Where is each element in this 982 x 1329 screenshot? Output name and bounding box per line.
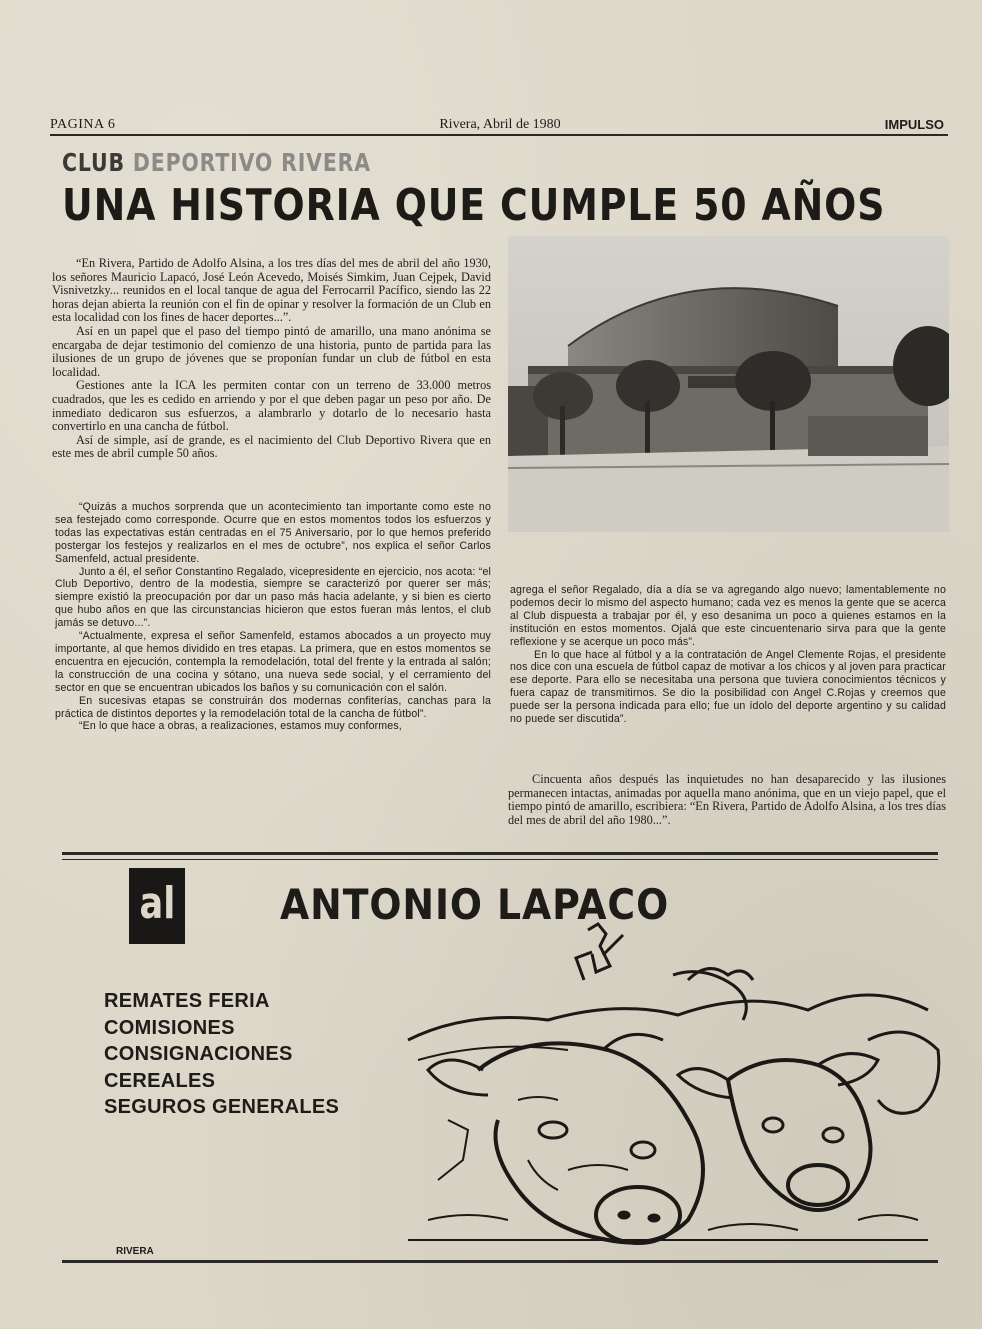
paragraph: En sucesivas etapas se construirán dos modernas confiterías, canchas para la práctica de distintos deportes y la remodelación total de la cancha de fútbol”. (55, 694, 491, 720)
advertiser-name: ANTONIO LAPACO (280, 880, 670, 929)
ad-bottom-rule (62, 1260, 938, 1263)
paragraph: Junto a él, el señor Constantino Regalado, vicepresidente en ejercicio, nos acota: “el Club Deportivo, dentro de la modestia, siempre se caracterizó por querer ser más; siempre existió la preocupación por dar un paso más hacia adelante, y si bien es cierto que hubo años en que las circunstancias hicieron que estos fueran más lentos, el club jamás se detuvo...”. (55, 565, 491, 630)
article-closing-column (508, 773, 946, 827)
article-body-right-column (510, 584, 946, 726)
page-header (50, 114, 948, 134)
paragraph: Así de simple, así de grande, es el nacimiento del Club Deportivo Rivera que en este mes de abril cumple 50 años. (52, 432, 491, 461)
cattle-herd-illustration (388, 920, 948, 1260)
header-rule (50, 134, 948, 136)
publication-name: IMPULSO (884, 117, 944, 132)
ad-top-rule-thin (62, 859, 938, 860)
paragraph: “En Rivera, Partido de Adolfo Alsina, a los tres días del mes de abril del año 1930, los señores Mauricio Lapacó, José León Acevedo, Moisés Simkim, Juan Cejpek, David Visnivetzky... reunidos en el local tanque de agua del Ferrocarril Pacífico, siendo las 22 horas dejan abierta la reunión con el fin de opinar y resolver la formación de un Club en esta localidad con los fines de hacer deportes...”. (52, 256, 491, 325)
article-body-left-column (55, 501, 491, 733)
logo-text: al (139, 878, 175, 929)
service-item: CEREALES (104, 1069, 216, 1092)
article-intro-column (52, 257, 491, 461)
service-item: CONSIGNACIONES (104, 1043, 293, 1065)
ad-services-list (104, 988, 339, 1121)
paragraph: “Actualmente, expresa el señor Samenfeld, estamos abocados a un proyecto muy importante, al que hemos dividido en tres etapas. La primera, que en estos momentos se encuentra en ejecución, contempla la remodelación, total del frente y la entrada al salón; la construcción de una cocina y sótano, una nueva sede social, y el cerramiento del sector en que se encuentran ubicados los baños y su comunicación con el salón. (55, 630, 491, 694)
dateline: Rivera, Abril de 1980 (439, 117, 561, 132)
paragraph: “Quizás a muchos sorprenda que un acontecimiento tan importante como este no sea festejado como corresponde. Ocurre que en estos momentos todos los esfuerzos y todas las expectativas están centradas en el 75 Aniversario, por lo que hemos preferido postergar los festejos y realizarlos en el mes de octubre”, nos explica el señor Carlos Samenfeld, actual presidente. (55, 501, 491, 565)
ad-top-rule (62, 852, 938, 855)
club-building-photo-image (508, 236, 949, 532)
club-building-photo (508, 236, 949, 532)
paragraph: Así en un papel que el paso del tiempo pintó de amarillo, una mano anónima se encargaba de dejar testimonio del comienzo de una historia, punto de partida para las ilusiones de un grupo de jóvenes que se proponían fundar un club de fútbol en esta localidad. (52, 323, 491, 379)
service-item: COMISIONES (104, 1016, 235, 1039)
article-kicker (62, 148, 371, 177)
cattle-herd-drawing (388, 920, 948, 1260)
paragraph: En lo que hace al fútbol y a la contratación de Angel Clemente Rojas, el presidente nos dice con una escuela de fútbol capaz de motivar a los chicos y al joven para practicar ese deporte. Para ello se necesitaba una persona que tuviera conocimientos técnicos y fuera capaz de transmitirnos. Se dio la posibilidad con Angel C.Rojas y creemos que puede ser la persona indicada para ello; fue un ídolo del deporte argentino y su calidad no puede ser discutida”. (510, 648, 946, 726)
service-item: REMATES FERIA (104, 990, 270, 1012)
company-logo (129, 868, 185, 944)
paragraph: Gestiones ante la ICA les permiten contar con un terreno de 33.000 metros cuadrados, que les es cedido en arriendo y por el que deben pagar un peso por año. De inmediato dedicaron sus esfuerzos, a alambrarlo y dotarlo de lo necesario hasta convertirlo en una cancha de fútbol. (52, 378, 491, 434)
ad-footer-location: RIVERA (116, 1246, 154, 1257)
paragraph: agrega el señor Regalado, día a día se va agregando algo nuevo; lamentablemente no podemos decir lo mismo del aspecto humano; cada vez es menos la gente que se acerca al Club dispuesta a trabajar por él, y eso desanima un poco a quienes estamos en la institución en estos momentos. Ojalá que este cincuentenario sirva para que la gente reflexione y se acerque un poco más”. (510, 584, 946, 648)
kicker-dark: CLUB (62, 148, 125, 177)
paragraph: Cincuenta años después las inquietudes no han desaparecido y las ilusiones permanecen intactas, animadas por aquella mano anónima, que en un viejo papel, que el tiempo pintó de amarillo, escribiera: “En Rivera, Partido de Adolfo Alsina, a los tres días del mes de abril del año 1980...”. (508, 772, 946, 827)
paragraph: “En lo que hace a obras, a realizaciones, estamos muy conformes, (79, 720, 402, 733)
kicker-light: DEPORTIVO RIVERA (132, 148, 371, 177)
service-item: SEGUROS GENERALES (104, 1096, 340, 1118)
page-number: PAGINA 6 (50, 117, 116, 132)
article-headline: UNA HISTORIA QUE CUMPLE 50 AÑOS (62, 180, 886, 231)
